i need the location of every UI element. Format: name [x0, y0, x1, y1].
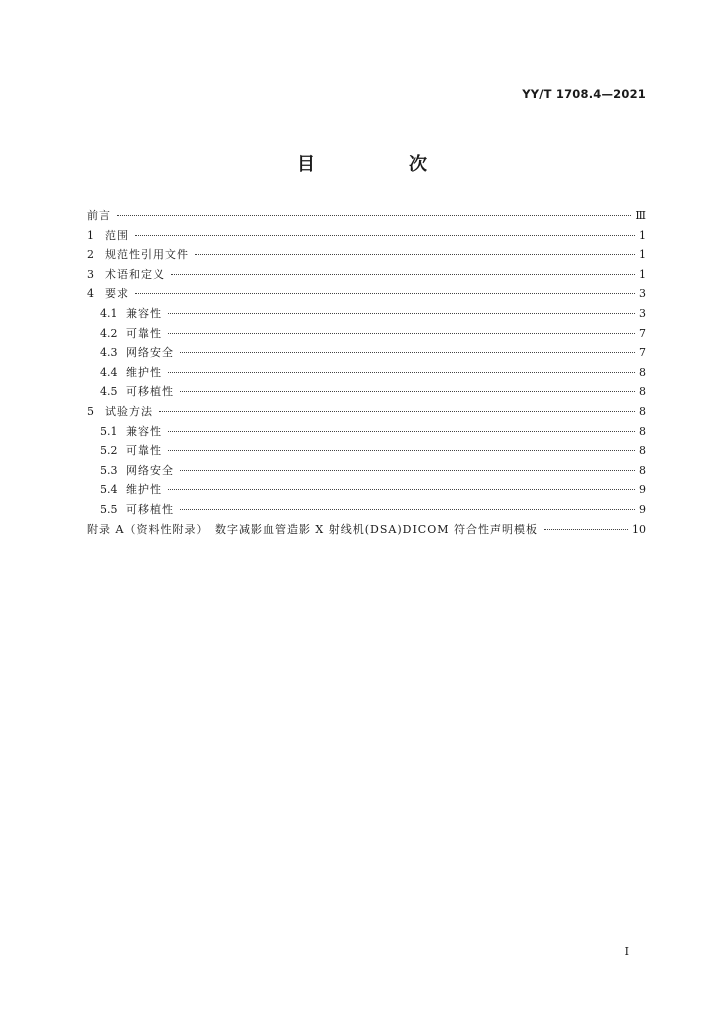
toc-dot-leader — [180, 352, 635, 353]
toc-entry-page: 8 — [639, 424, 646, 438]
toc-entry[interactable] — [87, 324, 646, 344]
toc-entry-page: Ⅲ — [635, 209, 646, 222]
toc-entry[interactable] — [87, 480, 646, 500]
toc-entry-page: 8 — [639, 463, 646, 477]
toc-entry-page: 3 — [639, 306, 646, 320]
toc-entry-page: 1 — [639, 267, 646, 281]
toc-entry-number: 4.5 — [100, 385, 118, 399]
page-number: I — [624, 945, 629, 958]
toc-entry-page: 1 — [639, 248, 646, 262]
toc-entry[interactable] — [87, 226, 646, 246]
toc-entry-page: 8 — [639, 404, 646, 418]
toc-entry-number: 5.4 — [100, 483, 118, 497]
toc-entry-number: 4.2 — [100, 326, 118, 340]
toc-entry[interactable] — [87, 245, 646, 265]
standard-code: YY/T 1708.4—2021 — [522, 87, 646, 101]
toc-entry-number: 4.4 — [100, 365, 118, 379]
toc-entry-page: 7 — [639, 346, 646, 360]
toc-entry-label: 术语和定义 — [105, 267, 165, 281]
toc-entry-page: 9 — [639, 502, 646, 516]
toc-entry-label: 规范性引用文件 — [105, 248, 189, 262]
table-of-contents — [87, 206, 646, 539]
toc-entry-number: 4.3 — [100, 346, 118, 360]
toc-entry[interactable] — [87, 284, 646, 304]
toc-entry-label: 范围 — [105, 228, 129, 242]
toc-dot-leader — [168, 333, 635, 334]
toc-dot-leader — [195, 254, 635, 255]
toc-dot-leader — [180, 391, 635, 392]
toc-dot-leader — [168, 450, 635, 451]
toc-entry[interactable] — [87, 382, 646, 402]
toc-entry-page: 8 — [639, 365, 646, 379]
toc-dot-leader — [135, 293, 635, 294]
toc-entry-number: 5.3 — [100, 463, 118, 477]
toc-dot-leader — [544, 529, 628, 530]
toc-entry-label: 试验方法 — [105, 404, 153, 418]
toc-entry-number: 5.2 — [100, 444, 118, 458]
toc-entry-label: 可移植性 — [126, 385, 174, 399]
toc-dot-leader — [159, 411, 635, 412]
toc-dot-leader — [180, 470, 635, 471]
toc-entry[interactable] — [87, 402, 646, 422]
toc-title: 目 次 — [297, 154, 465, 175]
toc-entry-number: 5.5 — [100, 502, 118, 516]
toc-entry-label: 兼容性 — [126, 424, 162, 438]
toc-entry-number: 1 — [87, 228, 94, 242]
toc-entry[interactable] — [87, 363, 646, 383]
toc-entry-label: 网络安全 — [126, 463, 174, 477]
toc-entry[interactable] — [87, 441, 646, 461]
toc-entry-page: 10 — [632, 522, 646, 536]
toc-entry-page: 3 — [639, 287, 646, 301]
toc-dot-leader — [168, 431, 635, 432]
toc-dot-leader — [168, 372, 635, 373]
toc-entry-page: 9 — [639, 483, 646, 497]
toc-entry-label: 可移植性 — [126, 502, 174, 516]
toc-dot-leader — [171, 274, 635, 275]
toc-entry[interactable] — [87, 265, 646, 285]
toc-entry-label: 维护性 — [126, 483, 162, 497]
toc-entry-number: 4.1 — [100, 306, 118, 320]
toc-entry-label: 可靠性 — [126, 444, 162, 458]
toc-entry-label: 网络安全 — [126, 346, 174, 360]
toc-dot-leader — [117, 215, 631, 216]
toc-entry-label: 兼容性 — [126, 306, 162, 320]
toc-dot-leader — [180, 509, 635, 510]
toc-entry-label: 前言 — [87, 209, 111, 222]
toc-entry[interactable] — [87, 304, 646, 324]
toc-entry-number: 5.1 — [100, 424, 118, 438]
toc-entry-label: 附录 A（资料性附录） 数字减影血管造影 X 射线机(DSA)DICOM 符合性声明模板 — [87, 522, 539, 536]
toc-entry-label: 维护性 — [126, 365, 162, 379]
toc-dot-leader — [135, 235, 635, 236]
toc-dot-leader — [168, 313, 635, 314]
toc-entry-number: 5 — [87, 404, 94, 418]
toc-entry-label: 可靠性 — [126, 326, 162, 340]
toc-entry-number: 2 — [87, 248, 94, 262]
toc-dot-leader — [168, 489, 635, 490]
toc-entry[interactable] — [87, 343, 646, 363]
toc-entry[interactable] — [87, 520, 646, 540]
toc-entry[interactable] — [87, 500, 646, 520]
toc-entry-page: 1 — [639, 228, 646, 242]
toc-entry[interactable] — [87, 206, 646, 226]
toc-entry-label: 要求 — [105, 287, 129, 301]
toc-entry[interactable] — [87, 461, 646, 481]
toc-entry-page: 7 — [639, 326, 646, 340]
toc-entry-page: 8 — [639, 385, 646, 399]
toc-entry[interactable] — [87, 422, 646, 442]
toc-entry-page: 8 — [639, 444, 646, 458]
toc-entry-number: 4 — [87, 287, 94, 301]
toc-entry-number: 3 — [87, 267, 94, 281]
